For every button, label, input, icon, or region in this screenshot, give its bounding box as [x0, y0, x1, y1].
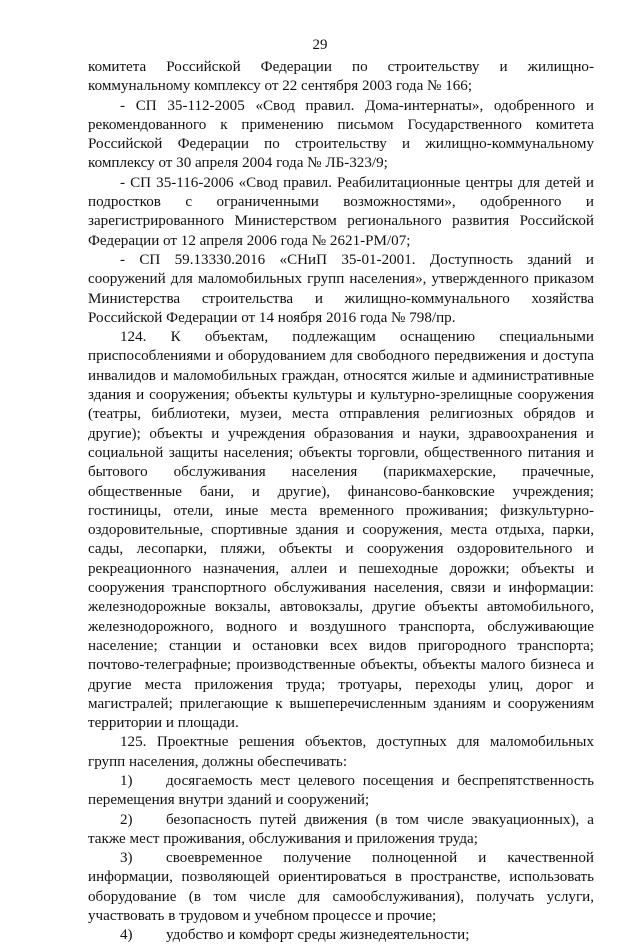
- list-item-number: 4): [120, 927, 133, 944]
- paragraph: - СП 35-112-2005 «Свод правил. Дома-интернаты», одобренного и рекомендованного к применению письмом Государственного комитета Российской Федерации по строительству и жилищно-коммунальному комплексу от 30 апреля 2004 года № ЛБ-323/9;: [88, 97, 594, 172]
- list-item: [88, 811, 594, 850]
- list-item-text: безопасность путей движения (в том числе эвакуационных), а также мест проживания, обслуживания и приложения труда;: [88, 811, 594, 847]
- list-item-number: 1): [120, 772, 133, 789]
- list-item: [88, 849, 594, 926]
- list-item-text: досягаемость мест целевого посещения и беспрепятственность перемещения внутри зданий и сооружений;: [88, 772, 594, 809]
- paragraph: 124. К объектам, подлежащим оснащению специальными приспособлениями и оборудованием для свободного передвижения и доступа инвалидов и маломобильных граждан, относятся жилые и административные здания и сооружения; объекты культуры и культурно-зрелищные сооружения (театры, библиотеки, музеи, места отправления религиозных обрядов и другие); объекты и учреждения образования и науки, здравоохранения и социальной защиты населения; объекты торговли, общественного питания и бытового обслуживания населения (парикмахерские, прачечные, общественные бани, и другие), финансово-банковские учреждения; гостиницы, отели, иные места временного проживания; физкультурно-оздоровительные, спортивные здания и сооружения, места отдыха, парки, сады, лесопарки, пляжи, объекты и сооружения оздоровительного и рекреационного назначения, аллеи и пешеходные дорожки; объекты и сооружения транспортного обслуживания населения, связи и информации: железнодорожные вокзалы, автовокзалы, другие объекты автомобильного, железнодорожного, водного и воздушного транспорта, обслуживающие население; станции и остановки всех видов пригородного транспорта; почтово-телеграфные; производственные объекты, объекты малого бизнеса и другие места приложения труда; тротуары, переходы улиц, дорог и магистралей; прилегающие к вышеперечисленным зданиям и сооружениям территории и площади.: [88, 329, 594, 732]
- paragraph: - СП 35-116-2006 «Свод правил. Реабилитационные центры для детей и подростков с ограниченными возможностями», одобренного и зарегистрированного Министерством регионального развития Российской Федерации от 12 апреля 2006 года № 2621-РМ/07;: [88, 174, 594, 249]
- paragraph: - СП 59.13330.2016 «СНиП 35-01-2001. Доступность зданий и сооружений для маломобильных групп населения», утвержденного приказом Министерства строительства и жилищно-коммунального хозяйства Российской Федерации от 14 ноября 2016 года № 798/пр.: [88, 251, 594, 326]
- list-item-number: 3): [120, 850, 133, 867]
- list-item-number: 2): [120, 811, 133, 828]
- document-body: [88, 58, 594, 946]
- paragraph: 125. Проектные решения объектов, доступных для маломобильных групп населения, должны обеспечивать:: [88, 734, 594, 770]
- list-item: [88, 772, 594, 811]
- list-item-text: своевременное получение полноценной и качественной информации, позволяющей ориентироваться в пространстве, использовать оборудование (в том числе для самообслуживания), получать услуги, участвовать в трудовом и учебном процессе и прочие;: [88, 850, 594, 925]
- list-item: [88, 926, 594, 945]
- page-number: 29: [312, 37, 328, 53]
- paragraph: комитета Российской Федерации по строительству и жилищно-коммунальному комплексу от 22 сентября 2003 года № 166;: [88, 59, 594, 95]
- list-item-text: удобство и комфорт среды жизнедеятельности;: [166, 927, 470, 944]
